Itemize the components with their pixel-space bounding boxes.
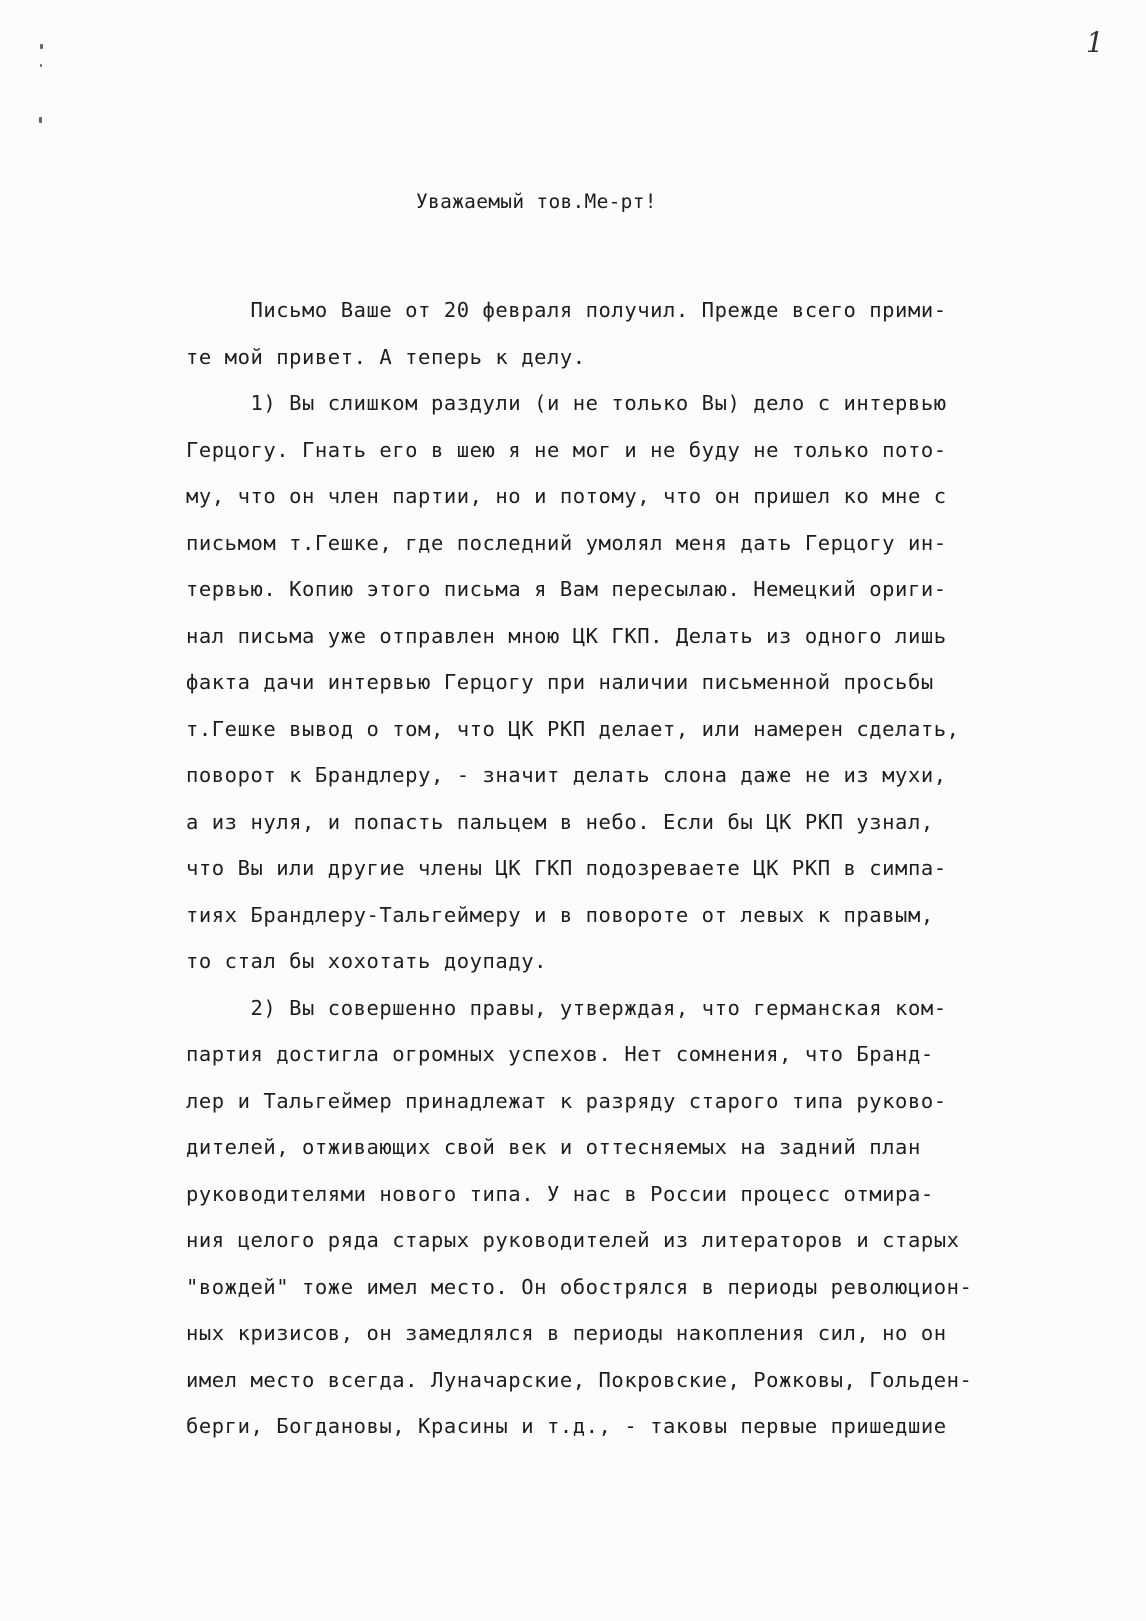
text-line: имел место всегда. Луначарские, Покровские, Рожковы, Гольден- — [186, 1367, 973, 1392]
text-line: Герцогу. Гнать его в шею я не мог и не буду не только пото- — [186, 437, 947, 462]
text-line: берги, Богдановы, Красины и т.д., - таковы первые пришедшие — [186, 1414, 947, 1438]
text-line: ния целого ряда старых руководителей из литераторов и старых — [186, 1228, 960, 1252]
text-line: дителей, отживающих свой век и оттесняемых на задний план — [186, 1135, 921, 1159]
letter-salutation: Уважаемый тов.Ме-рт! — [416, 190, 657, 213]
scan-artifact-mark — [40, 44, 43, 49]
text-line: что Вы или другие члены ЦК ГКП подозреваете ЦК РКП в симпа- — [186, 856, 947, 880]
scan-artifact-mark — [39, 117, 42, 123]
text-line: письмом т.Гешке, где последний умолял меня дать Герцогу ин- — [186, 530, 947, 555]
text-line: ных кризисов, он замедлялся в периоды накопления сил, но он — [186, 1321, 947, 1345]
text-line: т.Гешке вывод о том, что ЦК РКП делает, или намерен сделать, — [186, 716, 960, 741]
page-number: 1 — [1086, 26, 1104, 59]
text-line: руководителями нового типа. У нас в России процесс отмира- — [186, 1181, 934, 1206]
text-line: "вождей" тоже имел место. Он обострялся в периоды революцион- — [186, 1274, 973, 1299]
text-line: му, что он член партии, но и потому, что он пришел ко мне с — [186, 484, 947, 508]
text-line: партия достигла огромных успехов. Нет сомнения, что Бранд- — [186, 1042, 934, 1066]
text-line: факта дачи интервью Герцогу при наличии письменной просьбы — [186, 670, 934, 694]
text-line: поворот к Брандлеру, - значит делать слона даже не из мухи, — [186, 763, 947, 787]
text-line: те мой привет. А теперь к делу. — [186, 344, 586, 369]
text-line: а из нуля, и попасть пальцем в небо. Если бы ЦК РКП узнал, — [186, 809, 934, 834]
text-line: нал письма уже отправлен мною ЦК ГКП. Делать из одного лишь — [186, 623, 947, 648]
text-line: 1) Вы слишком раздули (и не только Вы) дело с интервью — [186, 391, 947, 415]
text-line: Письмо Ваше от 20 февраля получил. Прежде всего прими- — [186, 298, 947, 322]
text-line: тервью. Копию этого письма я Вам пересылаю. Немецкий ориги- — [186, 577, 947, 601]
text-line: тиях Брандлеру-Тальгеймеру и в повороте от левых к правым, — [186, 902, 934, 927]
scan-artifact-mark — [40, 64, 42, 67]
text-line: лер и Тальгеймер принадлежат к разряду старого типа руково- — [186, 1088, 947, 1113]
text-line: 2) Вы совершенно правы, утверждая, что германская ком- — [186, 995, 947, 1020]
text-line: то стал бы хохотать доупаду. — [186, 949, 547, 973]
